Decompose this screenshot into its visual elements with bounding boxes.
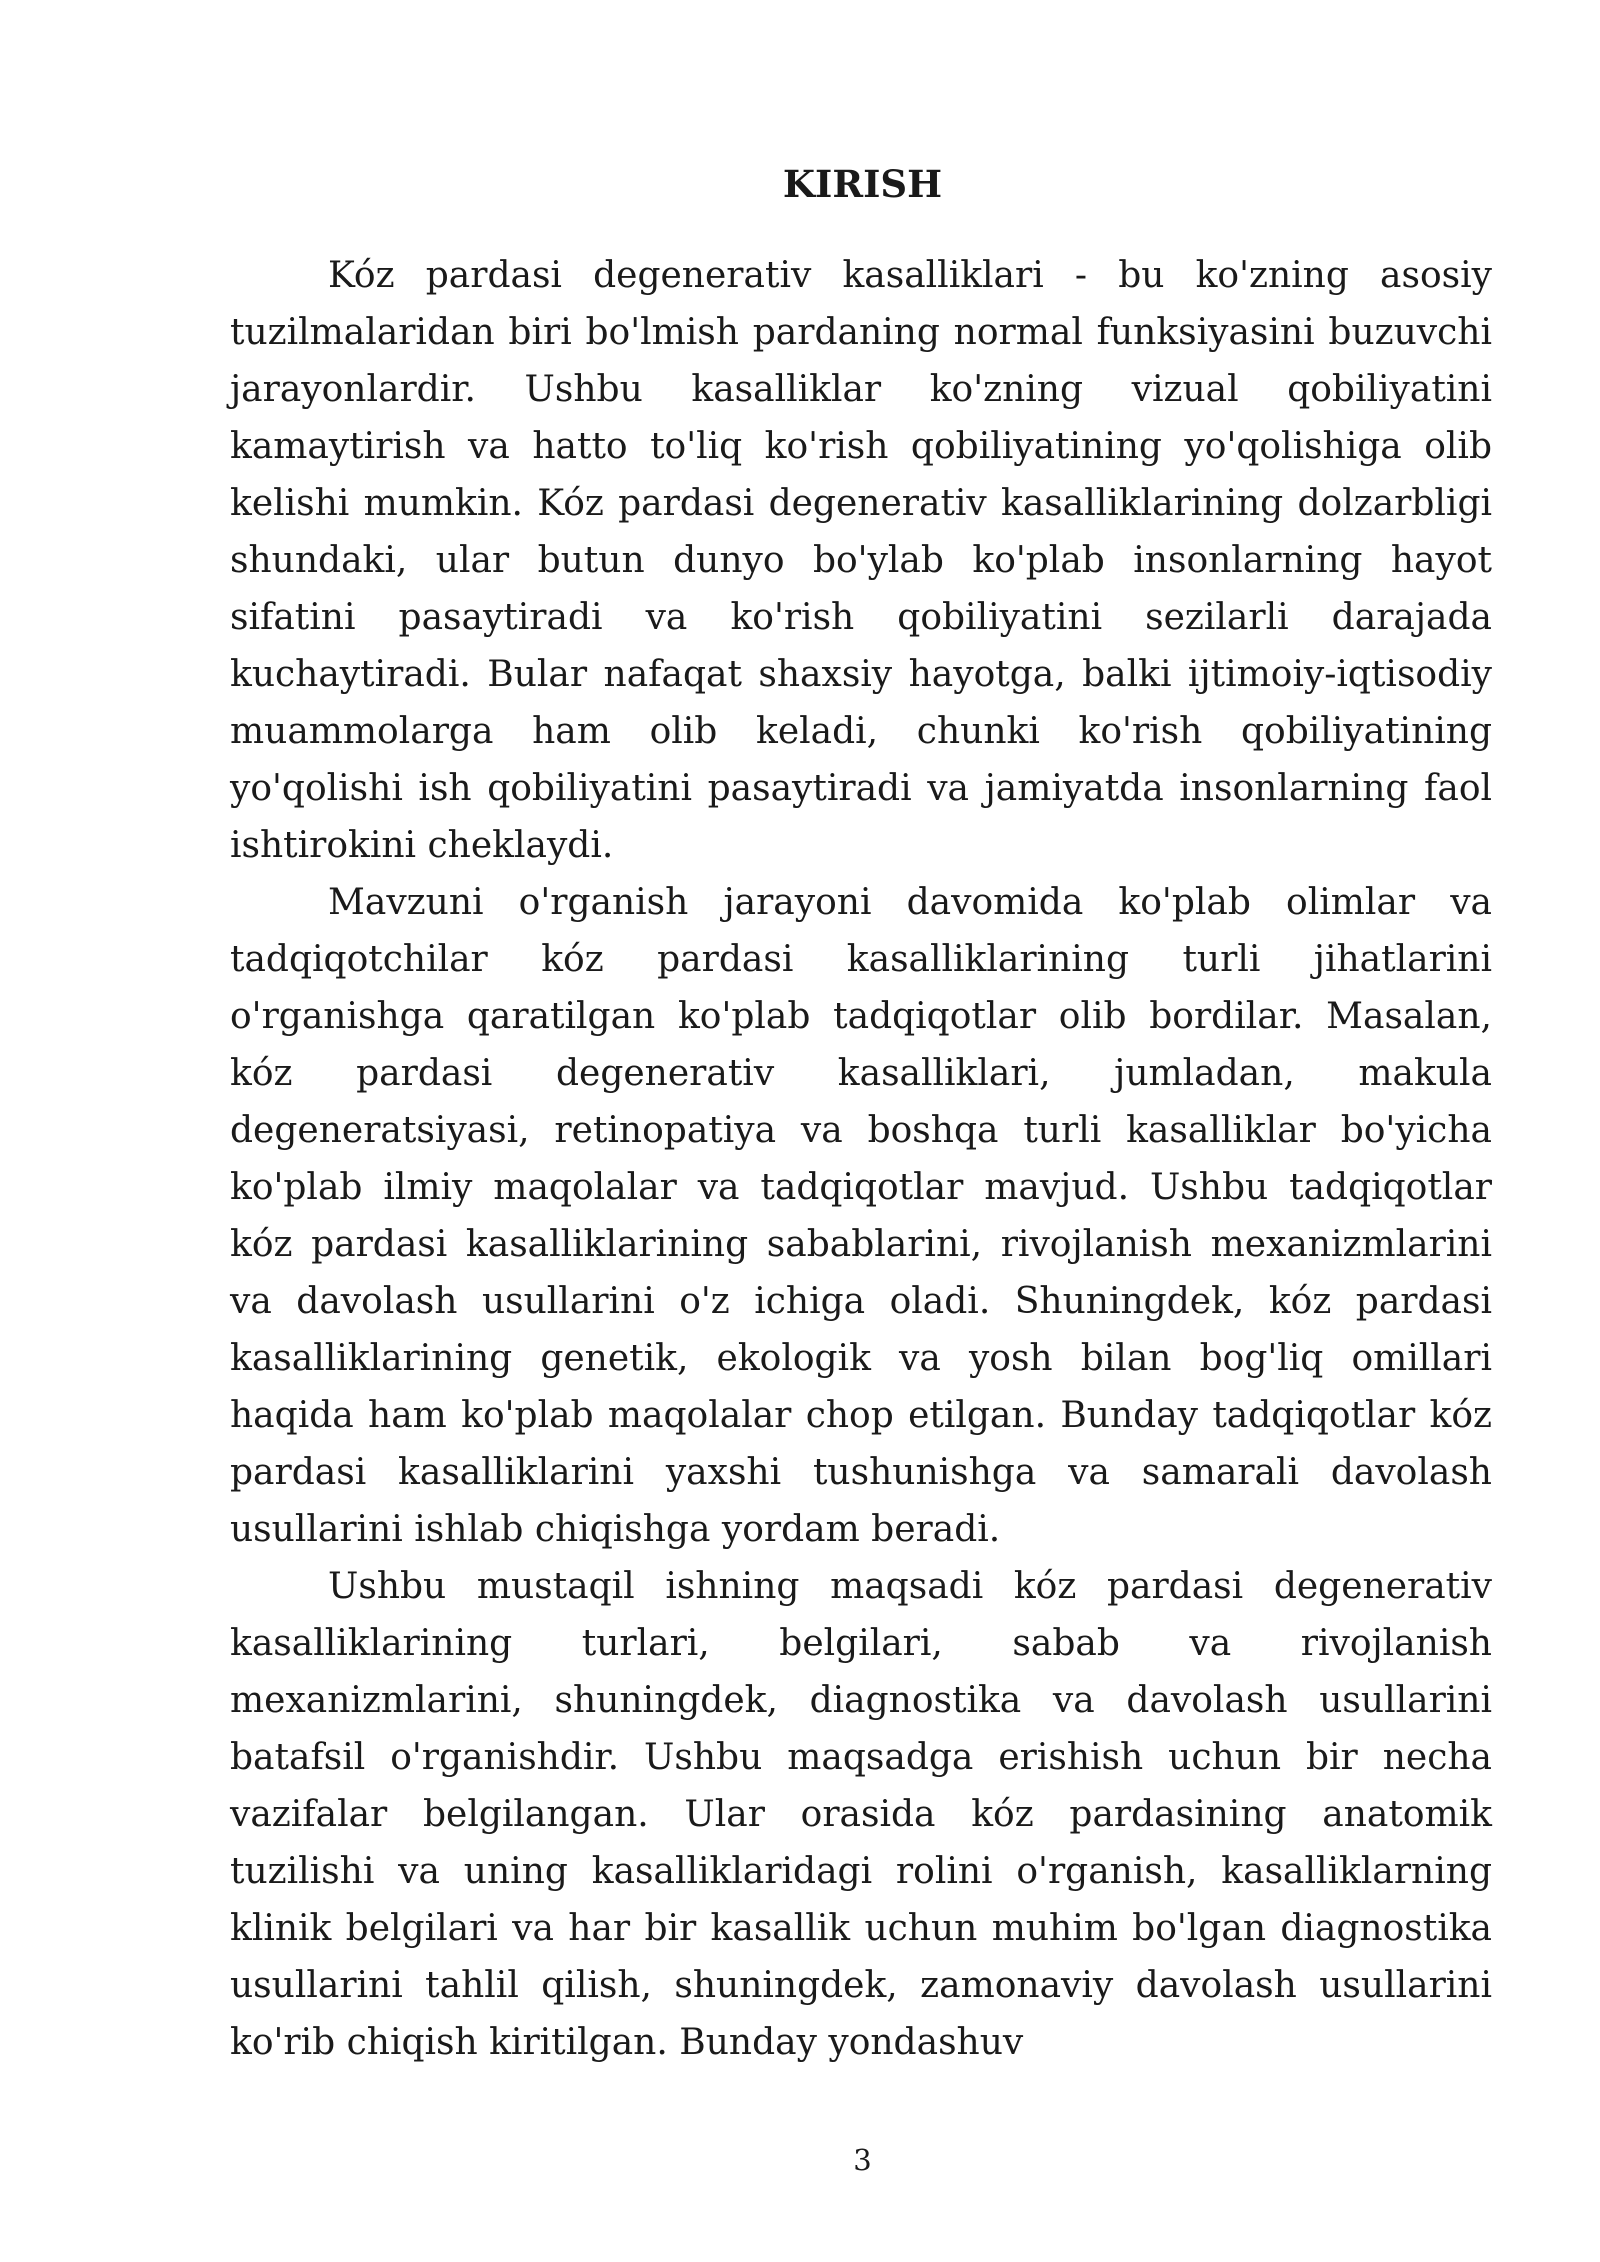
- body-text: [230, 247, 1492, 2071]
- page-title: KIRISH: [782, 162, 943, 206]
- paragraph-1: Kóz pardasi degenerativ kasalliklari - bu ko'zning asosiy tuzilmalaridan biri bo'lmish pardaning normal funksiyasini buzuvchi jarayonlardir. Ushbu kasalliklar ko'zning vizual qobiliyatini kamaytirish va hatto to'liq ko'rish qobiliyatining yo'qolishiga olib kelishi mumkin. Kóz pardasi degenerativ kasalliklarining dolzarbligi shundaki, ular butun dunyo bo'ylab ko'plab insonlarning hayot sifatini pasaytiradi va ko'rish qobiliyatini sezilarli darajada kuchaytiradi. Bular nafaqat shaxsiy hayotga, balki ijtimoiy-iqtisodiy muammolarga ham olib keladi, chunki ko'rish qobiliyatining yo'qolishi ish qobiliyatini pasaytiradi va jamiyatda insonlarning faol ishtirokini cheklaydi.: [230, 255, 1492, 866]
- page-number: 3: [853, 2143, 872, 2177]
- paragraph-2: Mavzuni o'rganish jarayoni davomida ko'plab olimlar va tadqiqotchilar kóz pardasi kasalliklarining turli jihatlarini o'rganishga qaratilgan ko'plab tadqiqotlar olib bordilar. Masalan, kóz pardasi degenerativ kasalliklari, jumladan, makula degeneratsiyasi, retinopatiya va boshqa turli kasalliklar bo'yicha ko'plab ilmiy maqolalar va tadqiqotlar mavjud. Ushbu tadqiqotlar kóz pardasi kasalliklarining sabablarini, rivojlanish mexanizmlarini va davolash usullarini o'z ichiga oladi. Shuningdek, kóz pardasi kasalliklarining genetik, ekologik va yosh bilan bog'liq omillari haqida ham ko'plab maqolalar chop etilgan. Bunday tadqiqotlar kóz pardasi kasalliklarini yaxshi tushunishga va samarali davolash usullarini ishlab chiqishga yordam beradi.: [230, 882, 1492, 1550]
- paragraph-3: Ushbu mustaqil ishning maqsadi kóz pardasi degenerativ kasalliklarining turlari, belgilari, sabab va rivojlanish mexanizmlarini, shuningdek, diagnostika va davolash usullarini batafsil o'rganishdir. Ushbu maqsadga erishish uchun bir necha vazifalar belgilangan. Ular orasida kóz pardasining anatomik tuzilishi va uning kasalliklaridagi rolini o'rganish, kasalliklarning klinik belgilari va har bir kasallik uchun muhim bo'lgan diagnostika usullarini tahlil qilish, shuningdek, zamonaviy davolash usullarini ko'rib chiqish kiritilgan. Bunday yondashuv: [230, 1566, 1492, 2063]
